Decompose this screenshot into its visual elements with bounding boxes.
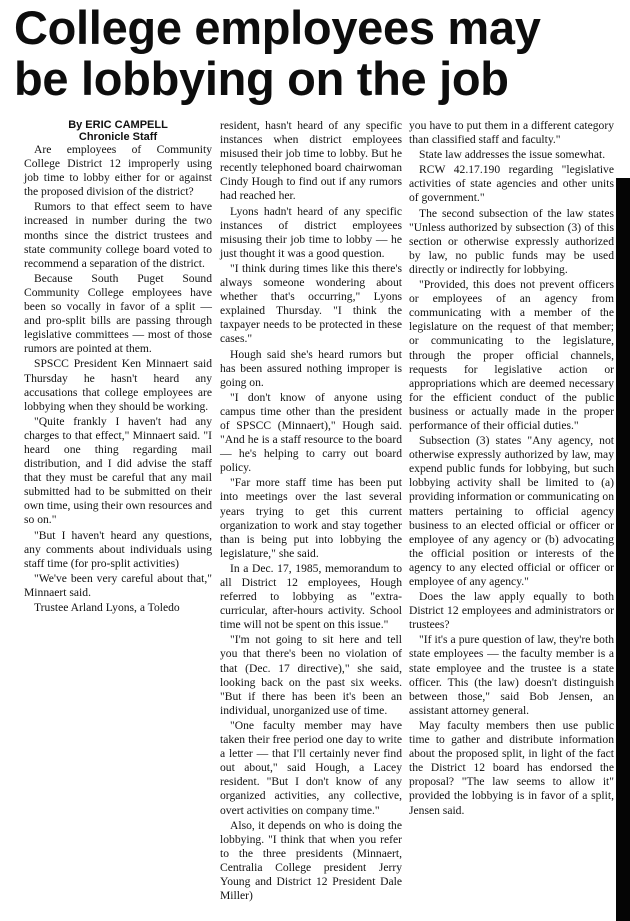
paragraph: "I'm not going to sit here and tell you that there's been no violation of that (Dec. 17 directive)," she said, looking back on the past six weeks. "But if there has been it's been an individual, unorganized use of time. <box>220 633 402 717</box>
paragraph: Rumors to that effect seem to have increased in number during the two months since the district trustees and state community college board voted to recommend a separation of the district. <box>24 200 212 270</box>
paragraph: The second subsection of the law states "Unless authorized by subsection (3) of this section or otherwise expressly authorized by law, no public funds may be used directly or indirectly for lobbying. <box>409 206 614 276</box>
paragraph: RCW 42.17.190 regarding "legislative activities of state agencies and other units of government." <box>409 163 614 205</box>
paragraph: "We've been very careful about that," Minnaert said. <box>24 571 212 599</box>
byline <box>24 119 212 143</box>
paragraph: "Provided, this does not prevent officers or employees of an agency from communicating with a member of the legislature on the request of that member; or communicating to the legislature, through the proper official channels, requests for legislative action or appropriations which are deemed necessary for the efficient conduct of the public business or actually made in the proper performance of their official duties." <box>409 278 614 432</box>
paragraph: resident, hasn't heard of any specific instances when district employees misused their job time to lobby. But he recently telephoned board chairwoman Cindy Hough to find out if any rumors had reached her. <box>220 119 402 203</box>
paragraph: State law addresses the issue somewhat. <box>419 148 606 162</box>
article-column-3 <box>409 119 614 819</box>
byline-desk: Chronicle Staff <box>78 131 158 143</box>
paragraph: Subsection (3) states "Any agency, not otherwise expressly authorized by law, may expend public funds for lobbying, but such lobbying activity shall be limited to (a) providing information or communicating on matters pertaining to official agency business to an elected official or officer or employee of any agency or (b) advocating the official position or interests of the agency to any elected official or officer or employee of any agency." <box>409 434 614 588</box>
paragraph: In a Dec. 17, 1985, memorandum to all District 12 employees, Hough referred to lobbying as "extra-curricular, after-hours activity. School time will not be spent on this issue." <box>220 561 402 632</box>
paragraph: May faculty members then use public time to gather and distribute information about the proposed split, in light of the fact the District 12 board has endorsed the proposal? "The law seems to allow it" provided the lobbying is in favor of a split, Jensen said. <box>409 718 614 817</box>
paragraph: you have to put them in a different category than classified staff and faculty." <box>409 119 614 147</box>
headline-line-2: be lobbying on the job <box>14 52 509 105</box>
paragraph: "I don't know of anyone using campus time other than the president of SPSCC (Minnaert)," Hough said. "And he is a staff resource to the board — he's helping to carry out board policy. <box>220 390 402 475</box>
paragraph: "But I haven't heard any questions, any comments about individuals using staff time (for pro-split activities) <box>24 528 212 570</box>
paragraph: "I think during times like this there's always someone wondering about whether that's occurring," Lyons explained Thursday. "I think the taxpayer needs to be protected in these cases." <box>220 261 402 346</box>
paragraph: "Quite frankly I haven't had any charges to that effect," Minnaert said. "I heard one thing regarding mail distribution, and I did advise the staff that they must be careful that any mail submitted had to be submitted on their own time, using their own resources and so on." <box>24 414 212 527</box>
paragraph: Trustee Arland Lyons, a Toledo <box>34 601 180 614</box>
headline <box>14 2 614 104</box>
paragraph: Also, it depends on who is doing the lobbying. "I think that when you refer to the three presidents (Minnaert, Centralia College president Jerry Young and District 12 President Dale Miller) <box>220 818 402 903</box>
headline-line-1: College employees may <box>14 1 541 54</box>
scan-shadow-edge <box>616 178 630 921</box>
paragraph: "One faculty member may have taken their free period one day to write a letter — that I'll certainly never find out about," said Hough, a Lacey resident. "But I don't know of any organized activities, any collective, overt activities on company time." <box>220 718 402 817</box>
paragraph: Because South Puget Sound Community College employees have been so vocally in favor of a split — and pro-split bills are passing through legislative committees — most of those rumors are pointed at them. <box>24 271 212 356</box>
article-column-2 <box>220 119 402 904</box>
paragraph: Does the law apply equally to both District 12 employees and administrators or trustees? <box>409 590 614 632</box>
article-column-1 <box>24 119 212 616</box>
paragraph: "Far more staff time has been put into meetings over the last several years trying to get this current organization to work and stay together than is being put into lobbying the legislature," she said. <box>220 476 402 560</box>
paragraph: Lyons hadn't heard of any specific instances of district employees misusing their job time to lobby — he just thought it was a good question. <box>220 204 402 260</box>
paragraph: Are employees of Community College District 12 improperly using job time to lobby either for or against the proposed division of the district? <box>24 143 212 199</box>
paragraph: Hough said she's heard rumors but has been assured nothing improper is going on. <box>220 347 402 389</box>
byline-author: By ERIC CAMPELL <box>68 119 168 131</box>
paragraph: SPSCC President Ken Minnaert said Thursday he hasn't heard any accusations that college employees are lobbying when they should be working. <box>24 357 212 413</box>
paragraph: "If it's a pure question of law, they're both state employees — the faculty member is a state employee and the trustee is a state officer. This (the law) doesn't distinguish between those," said Bob Jensen, an assistant attorney general. <box>409 633 614 717</box>
